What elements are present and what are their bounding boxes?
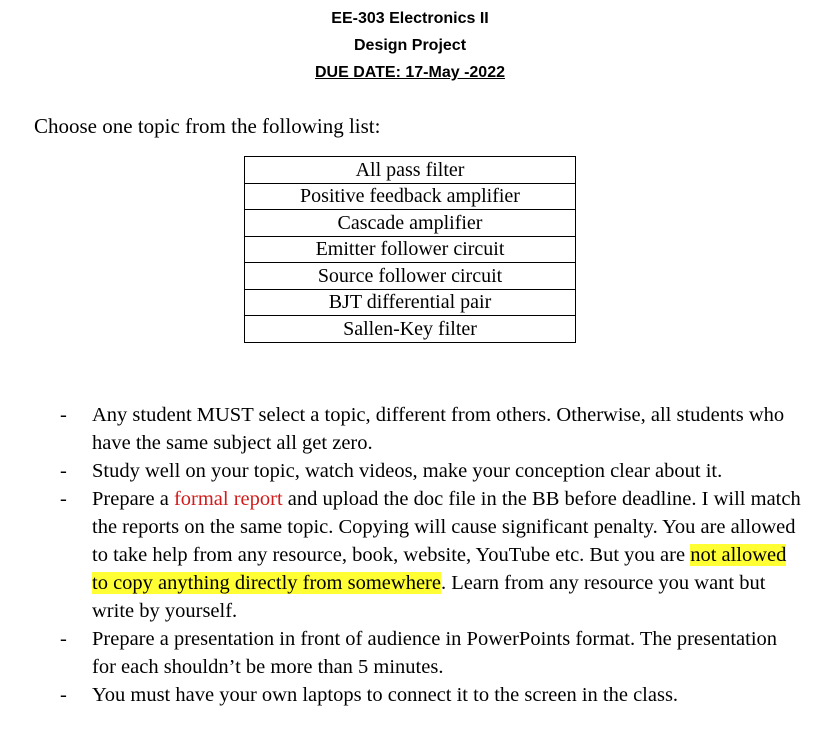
list-item <box>60 625 805 681</box>
topic-cell: Positive feedback amplifier <box>245 183 576 210</box>
bullet-dash: - <box>60 488 67 510</box>
bullet-dash: - <box>60 460 67 482</box>
topic-cell: BJT differential pair <box>245 289 576 316</box>
rule-text: . Learn from any resource you want but write by yourself. <box>92 572 766 622</box>
rule-text: You must have your own laptops to connect it to the screen in the class. <box>92 684 679 706</box>
rules-list <box>60 401 805 709</box>
bullet-dash: - <box>60 684 67 706</box>
rule-text: and upload the doc file in the BB before deadline. I will match the reports on the same topic. Copying will cause significant penalty. You are allowed to take help from any resource, book, website, YouTube etc. But you are <box>92 488 801 566</box>
formal-report-emphasis: formal report <box>173 488 283 510</box>
rule-text: Any student MUST select a topic, different from others. Otherwise, all students who have the same subject all get zero. <box>92 404 785 454</box>
rule-text: Prepare a presentation in front of audience in PowerPoints format. The presentation for each shouldn’t be more than 5 minutes. <box>92 628 778 678</box>
highlighted-warning: not allowed to copy anything directly from somewhere <box>92 544 787 594</box>
topic-cell: Cascade amplifier <box>245 210 576 237</box>
table-row <box>245 183 576 210</box>
list-item <box>60 681 805 709</box>
topic-cell: Sallen-Key filter <box>245 316 576 343</box>
list-item <box>60 401 805 457</box>
intro-text: Choose one topic from the following list: <box>34 114 381 138</box>
rule-text: Study well on your topic, watch videos, make your conception clear about it. <box>92 460 723 482</box>
list-item <box>60 457 805 485</box>
bullet-dash: - <box>60 404 67 426</box>
topic-list-table <box>244 156 576 343</box>
course-title: EE-303 Electronics II <box>331 10 489 27</box>
topic-cell: Emitter follower circuit <box>245 236 576 263</box>
table-row <box>245 157 576 184</box>
due-date: DUE DATE: 17-May -2022 <box>315 64 505 81</box>
project-title: Design Project <box>353 37 467 54</box>
table-row <box>245 210 576 237</box>
table-row <box>245 263 576 290</box>
topic-cell: Source follower circuit <box>245 263 576 290</box>
list-item <box>60 485 805 625</box>
table-row <box>245 316 576 343</box>
table-row <box>245 289 576 316</box>
rule-text: Prepare a <box>92 488 174 510</box>
topic-cell: All pass filter <box>245 157 576 184</box>
table-row <box>245 236 576 263</box>
bullet-dash: - <box>60 628 67 650</box>
